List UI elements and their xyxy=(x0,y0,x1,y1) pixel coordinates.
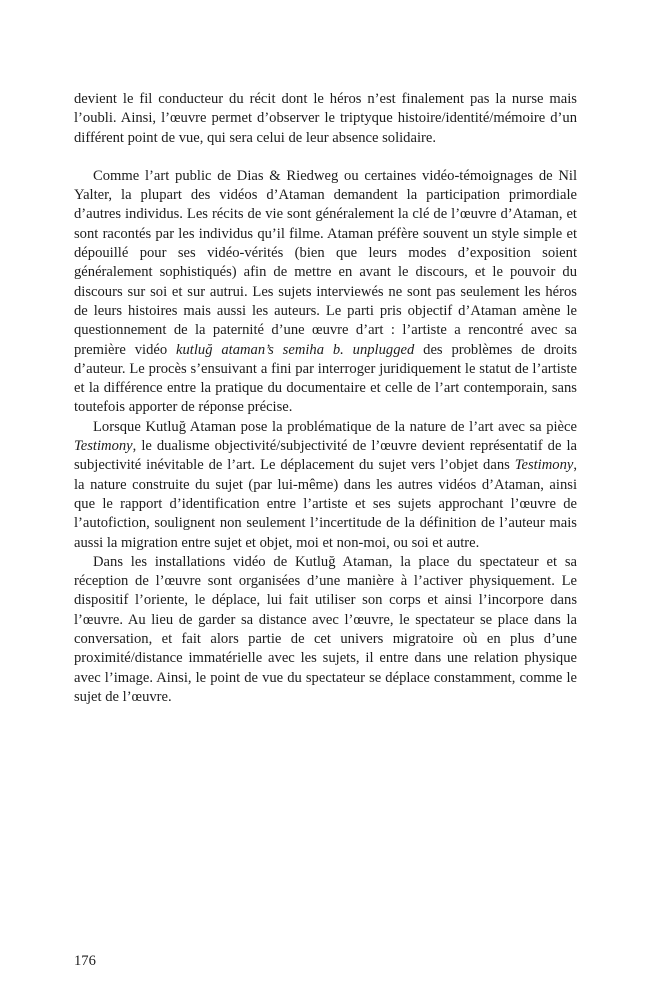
paragraph-text: devient le fil conducteur du récit dont le héros n’est finalement pas la nurse mais l’oubli. Ainsi, l’œuvre permet d’observer le triptyque histoire/identité/mémoire d’un différent point de vue, qui sera celui de leur absence solidaire. xyxy=(74,91,577,146)
work-title: Testimony xyxy=(74,438,133,455)
page-body xyxy=(74,90,577,707)
paragraph-testimony xyxy=(74,418,577,553)
paragraph-text: Dans les installations vidéo de Kutluğ Ataman, la place du spectateur et sa réception de l’œuvre sont organisées d’une manière à l’activer physiquement. Le dispositif l’oriente, le déplace, lui fait utiliser son corps et ainsi l’incorpore dans l’œuvre. Au lieu de garder sa distance avec l’œuvre, le spectateur se place dans la conversation, et fait alors partie de cet univers migratoire où en plus d’une proximité/distance immatérielle avec les sujets, il entre dans une relation physique avec l’image. Ainsi, le point de vue du spectateur se déplace constamment, comme le sujet de l’œuvre. xyxy=(74,553,577,705)
paragraph-text: des problèmes de droits d’auteur. Le procès s’ensuivant a fini par interroger juridiquement le statut de l’artiste et la différence entre la pratique du documentaire et celle de l’art contemporain, sans toutefois apporter de réponse précise. xyxy=(74,341,577,416)
paragraph-text: , le dualisme objectivité/subjectivité de l’œuvre devient représentatif de la subjectivité inévitable de l’art. Le déplacement du sujet vers l’objet dans xyxy=(74,438,577,474)
page-number: 176 xyxy=(74,953,96,969)
paragraph-text: Comme l’art public de Dias & Riedweg ou certaines vidéo-témoignages de Nil Yalter, la plupart des vidéos d’Ataman demandent la participation primordiale d’autres individus. Les récits de vie sont généralement la clé de l’œuvre d’Ataman, et sont racontés par les individus qu’il filme. Ataman préfère souvent un style simple et dépouillé pour ses vidéo-vérités (bien que leurs modes d’exposition soient généralement sophistiqués) afin de mettre en avant le discours, et le pouvoir du discours sur soi et sur autrui. Les sujets interviewés ne sont pas seulement les héros de leurs histoires mais aussi les auteurs. Le parti pris objectif d’Ataman amène le questionnement de la paternité d’une œuvre d’art : l’artiste a rencontré avec sa première vidéo xyxy=(74,167,577,358)
paragraph-text: Lorsque Kutluğ Ataman pose la problématique de la nature de l’art avec sa pièce xyxy=(93,418,577,435)
paragraph-text: , la nature construite du sujet (par lui-même) dans les autres vidéos d’Ataman, ainsi que le rapport d’identification entre l’artiste et ses sujets approchant l’œuvre de l’autofiction, soulignent non seulement l’incertitude de la définition de l’auteur mais aussi la migration entre sujet et objet, moi et non-moi, ou soi et autre. xyxy=(74,457,577,551)
paragraph-spectator xyxy=(74,553,577,707)
paragraph-continuation xyxy=(74,90,577,148)
work-title: Testimony xyxy=(514,457,574,474)
video-title: kutluğ ataman’s semiha b. unplugged xyxy=(176,341,415,358)
paragraph-ataman-participation xyxy=(74,167,577,418)
